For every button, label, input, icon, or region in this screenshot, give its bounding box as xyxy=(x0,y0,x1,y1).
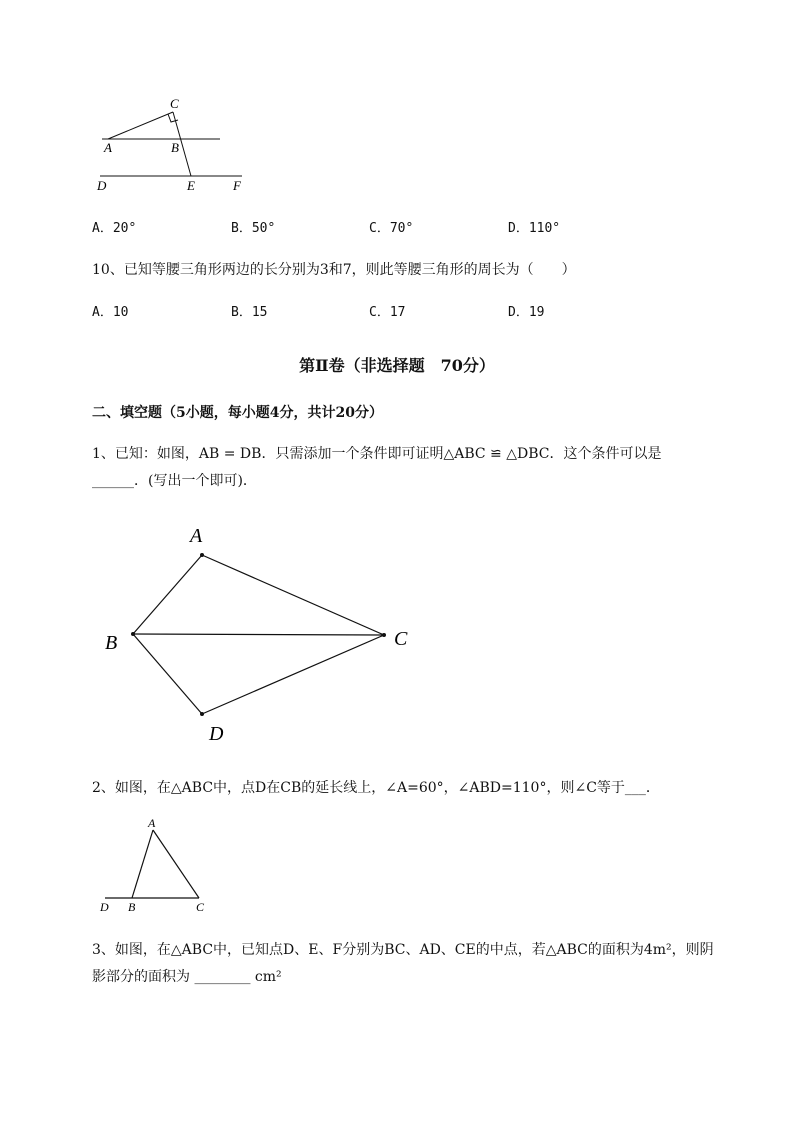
q9-label-d: D xyxy=(97,178,107,193)
section-heading: 二、填空题（5小题，每小题4分，共计20分） xyxy=(92,405,383,421)
q9-label-c: C xyxy=(170,96,179,111)
fill-q1-label-a: A xyxy=(190,525,203,547)
fill-q3-line1: 3、如图，在△ABC中，已知点D、E、F分别为BC、AD、CE的中点，若△ABC的面积为4m²，则阴 xyxy=(92,942,714,958)
q9-label-b: B xyxy=(171,140,179,155)
fill-q3-line2: 影部分的面积为 ________ cm² xyxy=(92,969,282,985)
q10-option-d: D．19 xyxy=(508,305,545,320)
q10-option-a: A．10 xyxy=(92,305,129,320)
fill-q2-label-b: B xyxy=(128,900,136,914)
fill-q2-label-c: C xyxy=(196,900,205,914)
q9-option-c: C．70° xyxy=(369,221,414,236)
q9-figure xyxy=(90,95,260,195)
q9-option-b: B．50° xyxy=(231,221,276,236)
fill-q2-label-d: D xyxy=(100,900,109,914)
fill-q1-line1: 1、已知：如图，AB = DB．只需添加一个条件即可证明△ABC ≌ △DBC．这个条件可以是 xyxy=(92,446,662,462)
q9-label-e: E xyxy=(187,178,195,193)
fill-q1-label-c: C xyxy=(394,628,408,650)
fill-q2-figure xyxy=(95,812,225,917)
q9-label-f: F xyxy=(233,178,241,193)
part-title: 第Ⅱ卷（非选择题 70分） xyxy=(299,356,495,375)
fill-q1-line2: ______．(写出一个即可)． xyxy=(92,473,257,489)
fill-q1-label-d: D xyxy=(209,723,224,745)
fill-q1-label-b: B xyxy=(105,632,118,654)
q10-stem: 10、已知等腰三角形两边的长分别为3和7，则此等腰三角形的周长为（ ） xyxy=(92,262,576,278)
fill-q2-stem: 2、如图，在△ABC中，点D在CB的延长线上，∠A=60°，∠ABD=110°，则∠C等于___． xyxy=(92,780,660,796)
fill-q2-label-a: A xyxy=(148,816,156,830)
fill-q1-figure xyxy=(95,520,425,750)
q10-option-b: B．15 xyxy=(231,305,268,320)
q9-option-a: A．20° xyxy=(92,221,137,236)
q9-option-d: D．110° xyxy=(508,221,561,236)
q10-option-c: C．17 xyxy=(369,305,406,320)
q9-label-a: A xyxy=(104,140,112,155)
